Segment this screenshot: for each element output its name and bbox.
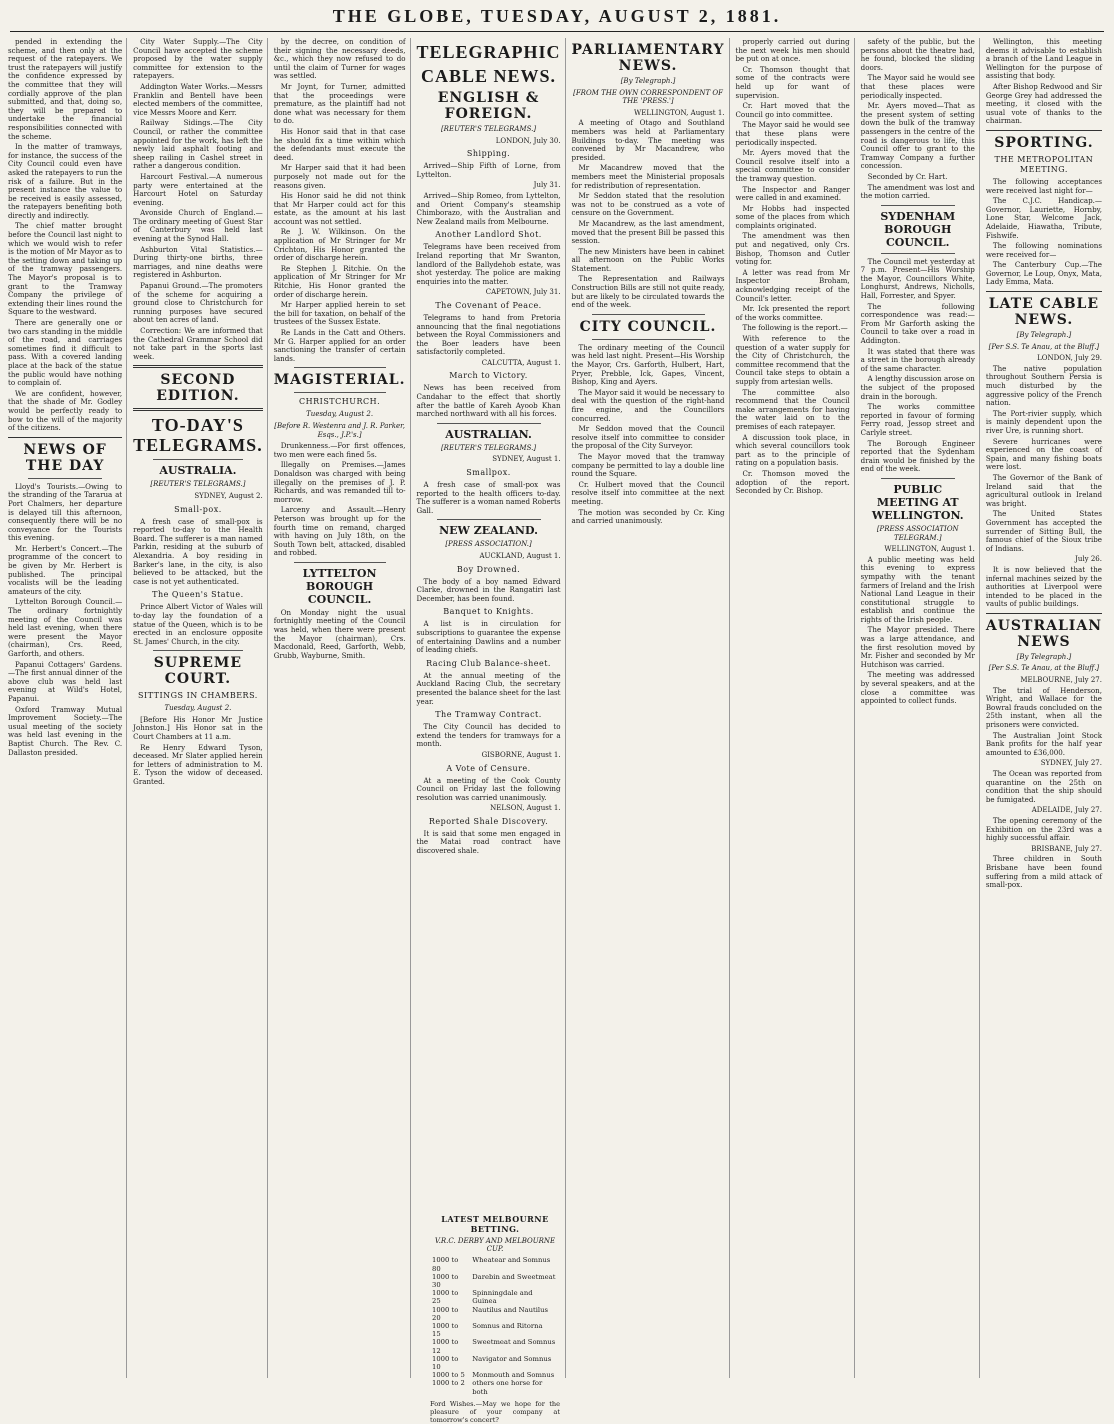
article-paragraph: After Bishop Redwood and Sir George Grey had addressed the meeting, it closed with the usual vote of thanks to the chairman. [985,81,1102,126]
article-paragraph: Cr. Hart moved that the Council go into committee. [735,101,850,119]
article-paragraph: The meeting was addressed by several speakers, and at the close a committee was appointed to collect funds. [860,670,975,706]
betting-sub: V.R.C. DERBY AND MELBOURNE CUP. [434,1237,556,1254]
dateline: GISBORNE, August 1. [481,750,561,759]
dateline: ADELAIDE, July 27. [1031,806,1102,815]
betting-horse: Sweetmeat and Somnus [472,1338,556,1347]
article-paragraph: At the annual meeting of the Auckland Racing Club, the secretary presented the balance sheet for the last year. [416,670,561,706]
dateline: SYDNEY, August 1. [492,455,561,464]
item-heading: Racing Club Balance-sheet. [426,658,551,668]
section-heading: PUBLIC MEETING AT WELLINGTON. [871,482,964,522]
telegrams-heading: TO-DAY'S TELEGRAMS. [133,415,263,456]
article-paragraph: Drunkenness.—For first offences, two men were each fined 5s. [273,441,406,459]
betting-table [430,1256,560,1395]
dateline: WELLINGTON, August 1. [634,108,725,117]
article-paragraph: by the decree, on condition of their signing the necessary deeds, &c., which they now refused to do until the claim of Turner for wages was settled. [273,37,406,81]
columns [8,38,1106,1378]
column-8 [986,38,1106,1378]
article-paragraph: The following acceptances were received last night for— [985,176,1102,195]
article-paragraph: A discussion took place, in which several councillors took part as to the principle of rating on a population basis. [735,432,850,468]
betting-odds: 1000 to 2 [432,1379,465,1388]
article-paragraph: There are generally one or two cars standing in the middle of the road, and carriages sometimes find it difficult to pass. With a covered landing place at the back of the statue the public would have nothing to complain of. [8,318,123,388]
dateline: BRISBANE, July 27. [1031,844,1102,853]
article-paragraph: Larceny and Assault.—Henry Peterson was brought up for the fourth time on remand, charged with having on July 18th, on the South Town belt, attacked, disabled and robbed. [273,505,406,558]
item-heading: Another Landlord Shot. [435,230,542,240]
betting-odds: 1000 to 5 [432,1371,465,1380]
article-paragraph: The Ocean was reported from quarantine on the 25th on condition that the ship should be fumigated. [985,769,1102,804]
article-paragraph: Cr. Hulbert moved that the Council resolve itself into committee at the next meeting. [571,479,725,506]
article-paragraph: The Port-rivier supply, which is mainly dependent upon the river Ure, is running short. [985,408,1102,435]
news-item: Addington Water Works.—Messrs Franklin and Bentell have been elected members of the committee, vice Messrs Moore and Kerr. [133,81,263,117]
sub-heading: CHRISTCHURCH. [299,397,381,407]
news-item: Papanui Cottagers' Gardens.—The first annual dinner of the above club was held last evening at Wild's Hotel, Papanui. [8,659,123,703]
article-paragraph: It is now believed that the infernal machines seized by the authorities at Liverpool were intended to be placed in the vaults of public buildings. [985,564,1102,609]
betting-note: Ford Wishes.—May we hope for the pleasure of your company at tomorrow's concert? [430,1399,560,1424]
news-item: Mr. Herbert's Concert.—The programme of the concert to be given by Mr. Herbert is published. The principal vocalists will be the leading amateurs of the city. [8,543,123,596]
item-heading: Smallpox. [466,468,511,478]
article-paragraph: A lengthy discussion arose on the subject of the proposed drain in the borough. [860,374,975,401]
divider [881,253,955,254]
betting-odds: 1000 to 80 [432,1256,459,1273]
betting-row [430,1289,560,1305]
item-heading: Shipping. [466,149,511,159]
betting-odds: 1000 to 30 [432,1272,459,1290]
news-item: Oxford Tramway Mutual Improvement Society.—The usual meeting of the society was held last evening in the Baptist Church. The Rev. C. Dallaston presided. [8,704,123,757]
betting-odds: 1000 to 15 [432,1322,459,1339]
article-paragraph: [Before His Honor Mr Justice Johnston.] His Honor sat in the Court Chambers at 11 a.m. [133,714,263,742]
article-paragraph: The following nominations were received for— [985,241,1102,259]
sub-heading: SITTINGS IN CHAMBERS. [138,691,258,701]
news-item: Lloyd's Tourists.—Owing to the stranding of the Tararua at Port Chalmers, her departure is delayed till this afternoon, consequently there will be no conveyance for the Tourists this evening. [8,481,123,543]
article-paragraph: The trial of Henderson, Wright, and Wallace for the Bowral frauds concluded on the 25th instant, when all the prisoners were convicted. [985,685,1102,730]
betting-horse: Monmouth and Somnus [472,1371,555,1380]
betting-odds: 1000 to 12 [432,1338,459,1355]
divider [437,519,541,520]
divider [437,423,541,424]
article-paragraph: Mr Harper applied herein to set the bill for taxation, on behalf of the trustees of the Sussex Estate. [273,300,406,327]
article-paragraph: Mr. Ayers moved that the Council resolve itself into a special committee to consider the tramway question. [735,148,850,183]
article-paragraph: Mr Seddon moved that the Council resolve itself into committee to consider the proposal of the City Surveyor. [571,424,725,451]
column-3 [274,38,411,1378]
divider [28,478,102,479]
betting-row [430,1322,560,1338]
betting-row [430,1273,560,1289]
article-paragraph: Mr Macandrew, as the last amendment, moved that the present Bill be passed this session. [571,218,725,246]
dateline: CAPETOWN, July 31. [485,288,561,297]
betting-horse: others one horse for both [472,1379,543,1396]
section-heading: SPORTING. [994,134,1094,151]
dateline: July 31. [533,181,561,190]
betting-horse: Navigator and Somnus [472,1354,552,1363]
section-heading: MAGISTERIAL. [273,372,406,389]
divider [294,562,386,563]
betting-row [430,1338,560,1354]
article-paragraph: Re Henry Edward Tyson, deceased. Mr Slater applied herein for letters of administration to M. E. Tyson the widow of deceased. Granted. [133,742,263,787]
article-paragraph: The Canterbury Cup.—The Governor, Le Loup, Onyx, Mata, Lady Emma, Mata. [985,260,1102,287]
section-heading: NEWS OF THE DAY [23,441,107,474]
item-heading: The Tramway Contract. [435,710,542,720]
agency-tag: [REUTER'S TELEGRAMS.] [440,125,537,133]
section-heading: LYTTELTON BOROUGH COUNCIL. [302,566,377,606]
news-item: Railway Sidings.—The City Council, or rather the committee appointed for the work, has left the newly laid asphalt footing and sheep railing in Cashel street in rather a dangerous condition. [133,118,263,171]
article-paragraph: Telegrams have been received from Ireland reporting that Mr Swanton, landlord of the Ballydehob estate, was shot yesterday. The police are making enquiries into the matter. [416,242,561,286]
agency-tag: [REUTER'S TELEGRAMS.] [440,443,537,452]
agency-tag: [By Telegraph.] [620,77,676,85]
dateline: LONDON, July 30. [495,136,561,145]
article-paragraph: The Mayor said he would see that these plans were periodically inspected. [735,120,850,147]
article-paragraph: The C.J.C. Handicap.—Governor, Lauriette, Hornby, Lone Star, Welcome Jack, Adelaide, Hiawatha, Tribute, Fishwife. [985,196,1102,240]
telegraphic-heading: TELEGRAPHIC [416,42,561,62]
article-paragraph: The new Ministers have been in cabinet all afternoon on the Public Works Statement. [571,246,725,273]
dateline: WELLINGTON, August 1. [884,545,975,554]
column-5 [572,38,730,1378]
section-heading: PARLIAMENTARY NEWS. [571,42,725,74]
article-paragraph: At a meeting of the Cook County Council on Friday last the following resolution was carried unanimously. [416,775,561,802]
article-paragraph: The Mayor presided. There was a large attendance, and the first resolution moved by Mr. Fisher and seconded by Mr Hutchison was carried. [860,625,975,669]
divider [294,367,386,368]
section-heading: ENGLISH & FOREIGN. [437,90,540,122]
article-paragraph: The amendment was then put and negatived, only Crs. Bishop, Thomson and Cutler voting for. [735,231,850,267]
news-item: Correction: We are informed that the Cathedral Grammar School did not take part in the sports last week. [133,326,263,361]
divider [986,613,1102,614]
article-paragraph: Mr Harper said that it had been purposely not made out for the reasons given. [273,163,406,190]
article-paragraph: The Mayor said he would see that these places were periodically inspected. [860,73,975,100]
column-6 [736,38,855,1378]
article-paragraph: His Honor said he did not think that Mr Harper could act for this estate, as the amount at his last account was not settled. [273,191,406,226]
item-heading: The Queen's Statue. [152,590,244,600]
section-heading: SUPREME COURT. [153,655,243,688]
article-paragraph: Mr Macandrew moved that the members meet the Ministerial proposals for redistribution of representation. [571,163,725,190]
column-7 [861,38,980,1378]
article-paragraph: The Representation and Railways Construction Bills are still not quite ready, but are likely to be circulated towards the end of the week. [571,274,725,310]
betting-heading: LATEST MELBOURNE BETTING. [441,1214,549,1234]
bench: [Before R. Westenra and J. R. Parker, Esqs., J.P.'s.] [274,421,405,439]
agency-tag: [By Telegraph.] [1016,652,1072,661]
sub-heading: THE METROPOLITAN MEETING. [994,154,1094,174]
article-paragraph: The Australian Joint Stock Bank profits for the half year amounted to £36,000. [985,730,1102,757]
article-paragraph: Mr Joynt, for Turner, admitted that the proceedings were premature, as the plaintiff had not done what was necessary for them to do. [273,81,406,126]
article-paragraph: The City Council has decided to extend the tenders for tramways for a month. [416,722,561,749]
article-paragraph: Mr Hobbs had inspected some of the places from which complaints originated. [735,203,850,230]
date: Tuesday, August 2. [164,704,232,713]
column-1 [8,38,127,1378]
article-paragraph: Mr. Ayers moved—That as the present system of setting down the bulk of the tramway passengers in the centre of the road is dangerous to life, this Council offer to grant to the Tramway Company a further concession. [860,101,975,171]
article-paragraph: safety of the public, but the persons about the theatre had, he found, blocked the sliding doors. [860,37,975,72]
article-paragraph: A list is in circulation for subscriptions to guarantee the expense of entertaining Dawlins and a number of leading chiefs. [416,619,561,655]
dateline: July 26. [1075,555,1102,564]
divider [881,205,955,206]
news-item: City Water Supply.—The City Council have accepted the scheme proposed by the water supply committee for extension to the ratepayers. [133,37,263,81]
article-paragraph: His Honor said that in that case he should fix a time within which the defendants must execute the deed. [273,126,406,162]
article-paragraph: The Borough Engineer reported that the Sydenham drain would be finished by the end of the week. [860,438,975,474]
article-paragraph: properly carried out during the next week his men should be put on at once. [735,37,850,64]
article-paragraph: We are confident, however, that the shade of Mr. Godley would be perfectly ready to bow to the will of the majority of the citizens. [8,388,123,433]
betting-row [430,1371,560,1379]
article-paragraph: Re J. W. Wilkinson. On the application of Mr Stringer for Mr Crichton, His Honor granted the order of discharge herein. [273,227,406,263]
dateline: MELBOURNE, July 27. [1020,676,1102,685]
article-paragraph: A letter was read from Mr Inspector Broham, acknowledging receipt of the Council's letter. [735,267,850,303]
column-2 [133,38,268,1378]
article-paragraph: The works committee reported in favour of forming Ferry road, Jessop street and Carlyle street. [860,402,975,437]
divider [294,392,386,393]
divider [133,408,263,411]
item-heading: A Vote of Censure. [446,763,531,773]
article-paragraph: Cr. Thomson moved the adoption of the report. Seconded by Cr. Bishop. [735,468,850,496]
section-heading: LATE CABLE NEWS. [988,296,1100,329]
section-heading: AUSTRALIA. [159,464,237,478]
article-paragraph: Illegally on Premises.—James Donaldson was charged with being illegally on the premises of J. P. Richards, and was remanded till to-morrow. [273,460,406,504]
agency-tag: [REUTER'S TELEGRAMS.] [150,480,246,489]
betting-horse: Spinningdale and Guinea [472,1289,533,1306]
betting-odds: 1000 to 10 [432,1354,459,1372]
divider [8,437,122,438]
betting-odds: 1000 to 20 [432,1305,459,1322]
divider [592,339,705,340]
item-heading: Boy Drowned. [456,564,521,574]
item-heading: The Covenant of Peace. [435,300,542,310]
cable-heading: CABLE NEWS. [421,66,557,86]
divider [592,314,705,315]
article-paragraph: The United States Government has accepted the surrender of Sitting Bull, the famous chief of the Sioux tribe of Indians. [985,509,1102,553]
section-heading: CITY COUNCIL. [579,318,717,335]
article-paragraph: The native population throughout Southern Persia is much disturbed by the aggressive policy of the French nation. [985,363,1102,408]
article-paragraph: Cr. Thomson thought that some of the contracts were held up for want of supervision. [735,64,850,100]
article-paragraph: The body of a boy named Edward Clarke, drowned in the Rangatiri last December, has been found. [416,576,561,603]
betting-row [430,1256,560,1272]
divider [881,478,955,479]
agency-tag: [Per S.S. Te Anau, at the Bluff.] [988,342,1100,351]
divider [153,650,243,651]
article-paragraph: Mr. Ick presented the report of the works committee. [735,304,850,322]
item-heading: Reported Shale Discovery. [428,816,549,826]
article-paragraph: Mr Seddon stated that the resolution was not to be construed as a vote of censure on the Government. [571,191,725,218]
dateline: SYDNEY, July 27. [1040,759,1102,768]
article-paragraph: News has been received from Candahar to the effect that shortly after the battle of Kareh Ayoob Khan marched northward with all his forces. [416,383,561,419]
masthead: THE GLOBE, TUESDAY, AUGUST 2, 1881. [332,6,782,26]
article-paragraph: The Council met yesterday at 7 p.m. Present—His Worship the Mayor, Councillors White, Longhurst, Andrews, Nicholls, Hall, Forrester, and Spyer. [860,256,975,301]
section-heading: AUSTRALIAN. [445,427,532,441]
article-paragraph: The chief matter brought before the Council last night to which we would wish to refer is the motion of Mr Mayor as to the setting down and taking up of the tramway passengers. The Mayor's proposal is to grant to the Tramway Company the privilege of extending their lines round the Square to the westward. [8,221,123,317]
article-paragraph: On Monday night the usual fortnightly meeting of the Council was held, when there were present the Mayor (chairman), Crs. Macdonald, Reed, Garforth, Webb, Grubb, Wayburne, Smith. [273,607,406,660]
article-paragraph: The following is the report.— [742,323,848,333]
dateline: AUCKLAND, August 1. [479,552,561,560]
article-paragraph: The ordinary meeting of the Council was held last night. Present—His Worship the Mayor, Crs. Garforth, Hulbert, Hart, Pryer, Prebble, Ick, Gapes, Vincent, Bishop, King and Ayers. [571,342,725,387]
dateline: CALCUTTA, August 1. [481,358,561,367]
section-heading: SYDENHAM BOROUGH COUNCIL. [880,209,956,249]
dateline: NELSON, August 1. [490,804,561,813]
article-paragraph: Arrived—Ship Romeo, from Lyttelton, and Orient Company's steamship Chimborazo, with the Australian and New Zealand mails from Melbourne. [416,190,561,226]
betting-horse: Somnus and Ritorna [472,1322,543,1331]
dateline: LONDON, July 29. [1037,354,1102,363]
article-paragraph: In the matter of tramways, for instance, the success of the City Council could even have asked the ratepayers to run the risk of a failure. But in the present instance the value to be received is easily assessed, the ratepayers benefiting both directly and indirectly. [8,142,123,220]
article-paragraph: Arrived—Ship Fifth of Lorne, from Lyttelton. [416,161,561,179]
news-item: Harcourt Festival.—A numerous party were entertained at the Harcourt Hotel on Saturday evening. [133,171,263,207]
article-paragraph: It is said that some men engaged in the Matai road contract have discovered shale. [416,828,561,856]
divider [986,130,1102,131]
betting-horse: Wheatear and Somnus [472,1256,551,1265]
agency-tag: [FROM THE OWN CORRESPONDENT OF THE 'PRESS.'] [573,88,723,106]
article-paragraph: Prince Albert Victor of Wales will to-day lay the foundation of a statue of the Queen, which is to be erected in an enclosure opposite St. James' Church, in the city. [133,602,263,646]
news-item: Lyttelton Borough Council.—The ordinary fortnightly meeting of the Council was held last evening, when there were present the Mayor (chairman), Crs. Reed, Garforth, and others. [8,597,123,658]
masthead-rule [10,31,1104,32]
article-paragraph: A meeting of Otago and Southland members was held at Parliamentary Buildings to-day. The meeting was convened by Mr Macandrew, who presided. [571,118,725,162]
article-paragraph: The amendment was lost and the motion carried. [860,182,975,201]
date: Tuesday, August 2. [306,410,374,419]
betting-box [430,1210,560,1424]
article-paragraph: Re Stephen J. Ritchie. On the application of Mr Stringer for Mr Ritchie, His Honor granted the order of discharge herein. [273,263,406,299]
article-paragraph: It was stated that there was a street in the borough already of the same character. [860,346,975,373]
article-paragraph: Wellington, this meeting deems it advisable to establish a branch of the Land League in Wellington for the purpose of assisting that body. [985,37,1102,81]
betting-horse: Darebin and Sweetmeat [472,1272,556,1281]
item-heading: March to Victory. [449,371,528,381]
article-paragraph: The opening ceremony of the Exhibition on the 23rd was a highly successful affair. [985,815,1102,843]
betting-row [430,1379,560,1395]
divider [986,291,1102,292]
agency-tag: [By Telegraph.] [1016,331,1072,340]
divider [153,459,243,460]
section-heading: NEW ZEALAND. [439,524,538,538]
betting-horse: Nautilus and Nautilus [472,1305,548,1314]
article-paragraph: Three children in South Brisbane have been found suffering from a mild attack of small-pox. [985,854,1102,890]
news-item: Papanui Ground.—The promoters of the scheme for acquiring a ground close to Christchurch for running purposes have secured about ten acres of land. [133,281,263,325]
agency-tag: [PRESS ASSOCIATION.] [445,540,532,549]
agency-tag: [PRESS ASSOCIATION TELEGRAM.] [876,524,959,542]
article-paragraph: Severe hurricanes were experienced on the coast of Spain, and many fishing boats were lost. [985,436,1102,472]
column-4 [417,38,566,1378]
news-item: Avonside Church of England.—The ordinary meeting of Guest Star of Canterbury was held last evening at the Synod Hall. [133,208,263,244]
betting-row [430,1355,560,1371]
divider [133,365,263,368]
article-paragraph: A fresh case of small-pox was reported to the health officers to-day. The sufferer is a woman named Roberts Gall. [416,480,561,515]
edition-heading: SECOND EDITION. [156,372,240,405]
article-paragraph: The motion was seconded by Cr. King and carried unanimously. [571,507,725,526]
dateline: SYDNEY, August 2. [194,491,263,500]
article-paragraph: The following correspondence was read:—From Mr Garforth asking the Council to take over a road in Addington. [860,301,975,346]
item-heading: Small-pox. [174,504,222,514]
betting-odds: 1000 to 25 [432,1289,459,1306]
article-paragraph: A public meeting was held this evening to express sympathy with the tenant farmers of Ireland and the Irish National Land League in their constitutional struggle to establish and continue the rights of the Irish people. [860,554,975,624]
agency-tag: [Per S.S. Te Anau, at the Bluff.] [988,664,1100,673]
article-paragraph: Telegrams to hand from Pretoria announcing that the final negotiations between the Royal Commissioners and the Boer leaders have been satisfactorily completed. [416,312,561,357]
article-paragraph: The committee also recommend that the Council make arrangements for having the water laid on to the premises of each ratepayer. [735,387,850,431]
article-paragraph: The Governor of the Bank of Ireland said that the agricultural outlook in Ireland was bright. [985,472,1102,508]
item-heading: Banquet to Knights. [443,607,534,617]
article-paragraph: The Mayor moved that the tramway company be permitted to lay a double line round the Square. [571,451,725,479]
section-heading: AUSTRALIAN NEWS [985,617,1102,650]
article-paragraph: The Inspector and Ranger were called in and examined. [735,184,850,203]
article-paragraph: A fresh case of small-pox is reported to-day to the Health Board. The sufferer is a man named Parkin, residing at the suburb of Alexandria. A boy residing in Barker's lane, in the city, is also believed to be attacked, but the case is not yet authenticated. [133,516,263,586]
article-paragraph: With reference to the question of a water supply for the City of Christchurch, the committee recommend that the Council take steps to obtain a supply from artesian wells. [735,334,850,386]
article-paragraph: Seconded by Cr. Hart. [867,171,948,181]
article-paragraph: pended in extending the scheme, and then only at the request of the ratepayers. We trust the ratepayers will justify the confidence expressed by the committee that they will cordially approve of the plan submitted, and that, doing so, they will be prepared to undertake the financial responsibilities connected with the scheme. [8,37,123,141]
news-item: Ashburton Vital Statistics.—During thirty-one births, three marriages, and nine deaths were registered in Ashburton. [133,244,263,280]
article-paragraph: Re Lands in the Catt and Others. Mr G. Harper applied for an order sanctioning the transfer of certain lands. [273,328,406,363]
article-paragraph: The Mayor said it would be necessary to deal with the question of the right-hand fire engine, and the Councillors concurred. [571,387,725,423]
betting-row [430,1306,560,1322]
